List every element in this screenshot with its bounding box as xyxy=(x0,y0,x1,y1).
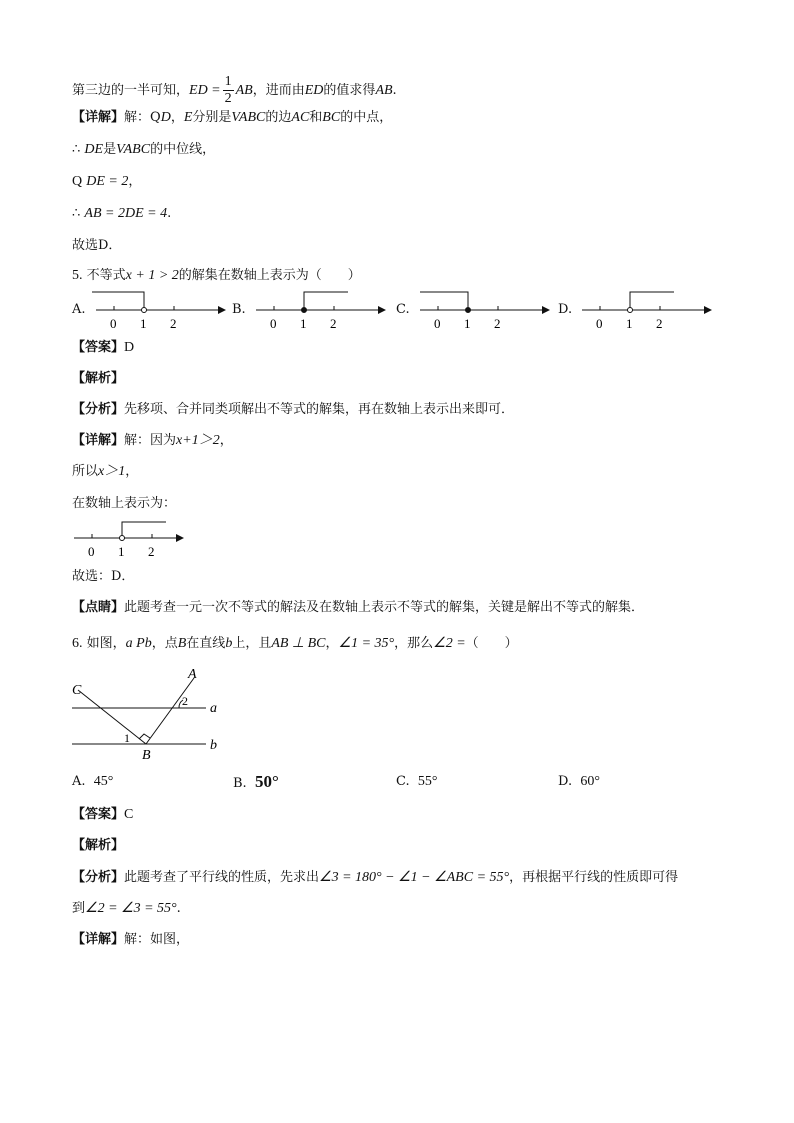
text-segment: 的边 xyxy=(265,110,292,125)
fraction-numerator: 1 xyxy=(224,74,232,89)
text-segment: 先移项、合并同类项解出不等式的解集，再在数轴上表示出来即可． xyxy=(124,402,515,417)
number-line xyxy=(252,290,392,340)
text-segment: 分别是 xyxy=(192,110,232,125)
text-segment: （ ） xyxy=(465,636,518,651)
tick-label: 2 xyxy=(494,316,501,331)
question-6 xyxy=(72,634,518,654)
point-label-c: C xyxy=(72,683,82,698)
text-line xyxy=(72,462,138,482)
text-segment: 解：如图， xyxy=(124,932,190,947)
text-line xyxy=(72,431,233,451)
option-label: D. xyxy=(558,302,573,317)
text-line: 故选D． xyxy=(72,238,122,253)
math-expr: DE = 2 xyxy=(86,174,129,189)
math-expr: ∠2 = xyxy=(433,636,466,651)
text-segment: ， xyxy=(170,110,184,125)
option-label: A. xyxy=(72,774,86,789)
text-segment: ，进而由 xyxy=(252,83,305,98)
section-tag: 【详解】 xyxy=(72,433,125,448)
tick-label: 1 xyxy=(140,316,147,331)
section-tag: 【分析】 xyxy=(72,402,125,417)
option-a[interactable] xyxy=(72,774,113,790)
text-line xyxy=(72,400,514,420)
text-line xyxy=(72,74,397,107)
text-line xyxy=(72,140,215,160)
text-segment: . xyxy=(176,901,181,916)
text-line: 在数轴上表示为： xyxy=(72,496,177,511)
text-segment: ， xyxy=(125,464,139,479)
text-segment: 第三边的一半可知， xyxy=(72,83,190,98)
fraction-denominator: 2 xyxy=(224,91,232,106)
text-segment: ，那么 xyxy=(394,636,434,651)
angle-label-1: 1 xyxy=(124,731,130,745)
tick-label: 2 xyxy=(148,544,155,559)
text-segment: ，再根据平行线的性质即可得 xyxy=(509,870,679,885)
text-segment: ， xyxy=(128,174,142,189)
math-expr: a Pb xyxy=(125,636,152,651)
answer-value: C xyxy=(124,807,134,822)
text-line xyxy=(72,899,181,919)
option-value: 50° xyxy=(254,772,279,791)
option-value: 55° xyxy=(417,774,438,789)
section-tag: 【解析】 xyxy=(72,371,125,386)
text-line xyxy=(72,868,678,888)
tick-label: 2 xyxy=(170,316,177,331)
question-5 xyxy=(72,266,361,286)
tick-label: 0 xyxy=(434,316,441,331)
line-label-b: b xyxy=(210,738,217,753)
text-segment: 不等式 xyxy=(86,268,126,283)
tick-label: 0 xyxy=(88,544,95,559)
number-line xyxy=(92,290,232,340)
line-label-a: a xyxy=(210,701,217,716)
geometry-figure xyxy=(66,664,236,764)
math-expr: x+1＞2 xyxy=(176,433,220,448)
math-expr: b xyxy=(225,636,233,651)
text-segment: 的中位线， xyxy=(150,142,216,157)
math-expr: BC xyxy=(322,110,341,125)
math-expr: AB ⊥ BC xyxy=(271,636,326,651)
math-expr: AB xyxy=(375,83,393,98)
text-segment: ，点 xyxy=(151,636,178,651)
option-label: D. xyxy=(558,774,573,789)
section-tag: 【解析】 xyxy=(72,838,125,853)
section-tag: 【详解】 xyxy=(72,932,125,947)
option-label: B. xyxy=(233,776,247,791)
tick-label: 2 xyxy=(330,316,337,331)
math-expr: x + 1 > 2 xyxy=(125,268,179,283)
number-line xyxy=(416,290,556,340)
right-angle-mark xyxy=(139,734,150,739)
text-segment: Q xyxy=(72,174,83,189)
question-number: 6. xyxy=(72,636,83,651)
math-expr: AC xyxy=(291,110,310,125)
therefore-symbol: ∴ xyxy=(72,142,81,157)
text-segment: . xyxy=(167,206,172,221)
question-number: 5. xyxy=(72,268,83,283)
analysis-heading xyxy=(72,369,124,389)
therefore-symbol: ∴ xyxy=(72,206,81,221)
math-expr: D xyxy=(160,110,171,125)
tick-label: 0 xyxy=(110,316,117,331)
text-segment: 和 xyxy=(309,110,323,125)
text-segment: 是 xyxy=(103,142,117,157)
text-segment: ， xyxy=(219,433,233,448)
math-expr: ∠2 = ∠3 = 55° xyxy=(85,901,177,916)
text-line xyxy=(72,108,392,128)
text-line xyxy=(72,598,644,618)
section-tag: 【点睛】 xyxy=(72,600,125,615)
text-segment: 解：因为 xyxy=(124,433,177,448)
answer-line xyxy=(72,805,133,825)
math-expr: VABC xyxy=(231,110,266,125)
section-tag: 【答案】 xyxy=(72,807,125,822)
math-expr: ED = xyxy=(189,83,221,98)
tick-label: 0 xyxy=(270,316,277,331)
fraction xyxy=(223,74,234,107)
math-expr: B xyxy=(177,636,187,651)
text-line xyxy=(72,172,141,192)
text-segment: 此题考查一元一次不等式的解法及在数轴上表示不等式的解集，关键是解出不等式的解集． xyxy=(124,600,645,615)
math-expr: x＞1 xyxy=(98,464,126,479)
answer-value: D xyxy=(124,340,135,355)
text-segment: . xyxy=(392,83,397,98)
text-segment: 所以 xyxy=(72,464,99,479)
option-label: C. xyxy=(396,774,410,789)
tick-label: 1 xyxy=(300,316,307,331)
option-value: 60° xyxy=(580,774,600,789)
section-tag: 【详解】 xyxy=(72,110,125,125)
text-segment: 的解集在数轴上表示为（ ） xyxy=(178,268,361,283)
text-segment: 上，且 xyxy=(232,636,272,651)
text-segment: 此题考查了平行线的性质，先求出 xyxy=(124,870,320,885)
tick-label: 1 xyxy=(464,316,471,331)
tick-label: 1 xyxy=(118,544,125,559)
math-expr: ∠3 = 180° − ∠1 − ∠ABC = 55° xyxy=(319,870,510,885)
option-d[interactable] xyxy=(558,774,600,790)
text-segment: 的值求得 xyxy=(323,83,376,98)
text-segment: 如图， xyxy=(86,636,126,651)
text-line xyxy=(72,204,171,224)
answer-number-line xyxy=(72,518,192,562)
number-line xyxy=(578,290,718,340)
point-label-b: B xyxy=(142,748,151,763)
analysis-heading xyxy=(72,836,124,856)
math-expr: DE xyxy=(84,142,104,157)
point-label-a: A xyxy=(188,667,197,682)
answer-line xyxy=(72,338,134,358)
section-tag: 【分析】 xyxy=(72,870,125,885)
text-segment: 的中点， xyxy=(340,110,393,125)
math-expr: AB = 2DE = 4 xyxy=(84,206,168,221)
option-c[interactable] xyxy=(396,774,438,790)
segment-ab xyxy=(146,678,194,744)
option-b[interactable] xyxy=(233,772,279,792)
segment-bc xyxy=(78,690,146,744)
angle-label-2: 2 xyxy=(182,694,188,708)
option-label: B. xyxy=(232,302,246,317)
math-expr: E xyxy=(183,110,193,125)
option-label: A. xyxy=(72,302,86,317)
tick-label: 0 xyxy=(596,316,603,331)
math-expr: VABC xyxy=(116,142,151,157)
text-segment: 在直线 xyxy=(186,636,226,651)
text-segment: ， xyxy=(325,636,339,651)
option-value: 45° xyxy=(93,774,114,789)
math-expr: ED xyxy=(304,83,324,98)
text-line: 故选：D． xyxy=(72,569,135,584)
option-label: C. xyxy=(396,302,410,317)
math-expr: ∠1 = 35° xyxy=(338,636,395,651)
section-tag: 【答案】 xyxy=(72,340,125,355)
text-segment: 解：Q xyxy=(124,110,161,125)
tick-label: 2 xyxy=(656,316,663,331)
text-line xyxy=(72,930,189,950)
tick-label: 1 xyxy=(626,316,633,331)
text-segment: 到 xyxy=(72,901,86,916)
math-expr: AB xyxy=(235,83,253,98)
